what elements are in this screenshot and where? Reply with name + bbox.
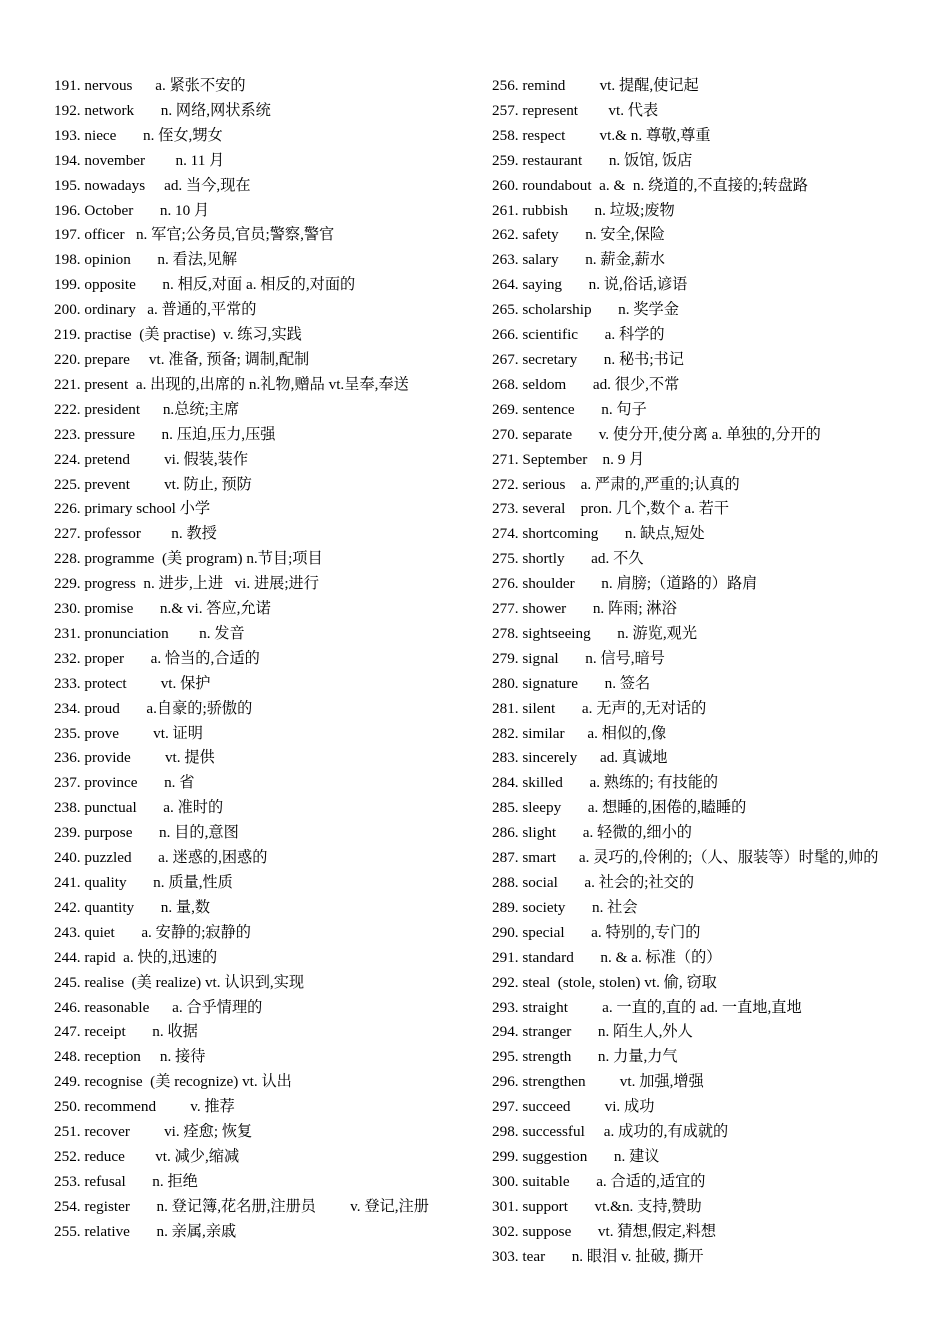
vocabulary-entry: 199. opposite n. 相反,对面 a. 相反的,对面的	[54, 276, 356, 294]
vocabulary-entry: 231. pronunciation n. 发音	[54, 624, 245, 642]
vocabulary-entry: 284. skilled a. 熟练的; 有技能的	[492, 774, 719, 792]
vocabulary-column-left	[54, 74, 449, 1245]
vocabulary-entry: 273. several pron. 几个,数个 a. 若干	[492, 500, 730, 518]
vocabulary-entry: 250. recommend v. 推荐	[54, 1098, 235, 1116]
vocabulary-entry: 302. suppose vt. 猜想,假定,料想	[492, 1222, 717, 1240]
vocabulary-entry: 279. signal n. 信号,暗号	[492, 649, 665, 667]
vocabulary-entry: 303. tear n. 眼泪 v. 扯破, 撕开	[492, 1247, 704, 1265]
vocabulary-entry: 299. suggestion n. 建议	[492, 1147, 660, 1165]
vocabulary-entry: 200. ordinary a. 普通的,平常的	[54, 301, 257, 319]
vocabulary-entry: 269. sentence n. 句子	[492, 400, 647, 418]
vocabulary-entry: 196. October n. 10 月	[54, 201, 210, 219]
vocabulary-entry: 295. strength n. 力量,力气	[492, 1048, 678, 1066]
vocabulary-entry: 227. professor n. 教授	[54, 525, 217, 543]
vocabulary-entry: 292. steal (stole, stolen) vt. 偷, 窃取	[492, 973, 717, 991]
vocabulary-entry: 282. similar a. 相似的,像	[492, 724, 667, 742]
vocabulary-entry: 271. September n. 9 月	[492, 450, 645, 468]
vocabulary-entry: 288. social a. 社会的;社交的	[492, 874, 695, 891]
vocabulary-entry: 221. present a. 出现的,出席的 n.礼物,赠品 vt.呈奉,奉送	[54, 375, 409, 393]
vocabulary-entry: 226. primary school 小学	[54, 500, 211, 518]
vocabulary-entry: 261. rubbish n. 垃圾;废物	[492, 201, 675, 219]
vocabulary-entry: 224. pretend vi. 假装,装作	[54, 450, 249, 468]
vocabulary-entry: 245. realise (美 realize) vt. 认识到,实现	[54, 973, 305, 991]
vocabulary-entry: 191. nervous a. 紧张不安的	[54, 77, 246, 94]
vocabulary-entry: 260. roundabout a. & n. 绕道的,不直接的;转盘路	[492, 176, 808, 194]
vocabulary-entry: 254. register n. 登记簿,花名册,注册员 v. 登记,注册	[54, 1197, 429, 1215]
vocabulary-entry: 235. prove vt. 证明	[54, 724, 203, 742]
vocabulary-entry: 253. refusal n. 拒绝	[54, 1172, 198, 1190]
vocabulary-entry: 280. signature n. 签名	[492, 674, 651, 692]
vocabulary-entry: 233. protect vt. 保护	[54, 674, 211, 692]
vocabulary-entry: 195. nowadays ad. 当今,现在	[54, 176, 251, 194]
vocabulary-entry: 248. reception n. 接待	[54, 1048, 206, 1066]
vocabulary-entry: 239. purpose n. 目的,意图	[54, 824, 239, 842]
vocabulary-entry: 252. reduce vt. 减少,缩减	[54, 1147, 240, 1165]
vocabulary-entry: 249. recognise (美 recognize) vt. 认出	[54, 1073, 292, 1091]
vocabulary-entry: 247. receipt n. 收据	[54, 1023, 198, 1041]
vocabulary-entry: 266. scientific a. 科学的	[492, 326, 665, 344]
vocabulary-entry: 197. officer n. 军官;公务员,官员;警察,警官	[54, 226, 335, 244]
vocabulary-entry: 193. niece n. 侄女,甥女	[54, 126, 223, 144]
vocabulary-entry: 264. saying n. 说,俗话,谚语	[492, 276, 688, 294]
vocabulary-entry: 301. support vt.&n. 支持,赞助	[492, 1197, 702, 1215]
vocabulary-entry: 274. shortcoming n. 缺点,短处	[492, 525, 705, 543]
vocabulary-entry: 228. programme (美 program) n.节目;项目	[54, 550, 323, 568]
vocabulary-entry: 296. strengthen vt. 加强,增强	[492, 1073, 704, 1091]
vocabulary-entry: 285. sleepy a. 想睡的,困倦的,瞌睡的	[492, 799, 747, 817]
vocabulary-entry: 287. smart a. 灵巧的,伶俐的;（人、服装等）时髦的,帅的	[492, 849, 879, 867]
vocabulary-entry: 236. provide vt. 提供	[54, 749, 215, 767]
vocabulary-entry: 300. suitable a. 合适的,适宜的	[492, 1172, 706, 1190]
vocabulary-entry: 230. promise n.& vi. 答应,允诺	[54, 600, 271, 618]
vocabulary-entry: 283. sincerely ad. 真诚地	[492, 749, 668, 767]
vocabulary-entry: 241. quality n. 质量,性质	[54, 874, 233, 891]
vocabulary-entry: 290. special a. 特别的,专门的	[492, 923, 701, 941]
vocabulary-entry: 223. pressure n. 压迫,压力,压强	[54, 425, 276, 443]
vocabulary-entry: 198. opinion n. 看法,见解	[54, 251, 238, 269]
vocabulary-entry: 243. quiet a. 安静的;寂静的	[54, 923, 251, 941]
vocabulary-entry: 225. prevent vt. 防止, 预防	[54, 475, 252, 493]
vocabulary-entry: 194. november n. 11 月	[54, 151, 225, 169]
vocabulary-entry: 232. proper a. 恰当的,合适的	[54, 649, 260, 667]
vocabulary-entry: 251. recover vi. 痊愈; 恢复	[54, 1123, 253, 1141]
vocabulary-entry: 286. slight a. 轻微的,细小的	[492, 824, 692, 842]
vocabulary-entry: 267. secretary n. 秘书;书记	[492, 350, 684, 368]
vocabulary-entry: 275. shortly ad. 不久	[492, 550, 644, 568]
vocabulary-entry: 229. progress n. 进步,上进 vi. 进展;进行	[54, 575, 319, 593]
vocabulary-entry: 259. restaurant n. 饭馆, 饭店	[492, 151, 693, 169]
vocabulary-entry: 238. punctual a. 准时的	[54, 799, 224, 817]
vocabulary-entry: 276. shoulder n. 肩膀;（道路的）路肩	[492, 575, 758, 593]
vocabulary-entry: 293. straight a. 一直的,直的 ad. 一直地,直地	[492, 998, 802, 1016]
vocabulary-entry: 240. puzzled a. 迷惑的,困惑的	[54, 849, 268, 867]
vocabulary-entry: 237. province n. 省	[54, 774, 195, 792]
vocabulary-entry: 265. scholarship n. 奖学金	[492, 301, 679, 319]
vocabulary-entry: 220. prepare vt. 准备, 预备; 调制,配制	[54, 350, 310, 368]
vocabulary-entry: 257. represent vt. 代表	[492, 101, 659, 119]
vocabulary-entry: 297. succeed vi. 成功	[492, 1098, 655, 1116]
vocabulary-entry: 289. society n. 社会	[492, 898, 638, 916]
vocabulary-entry: 219. practise (美 practise) v. 练习,实践	[54, 326, 302, 344]
vocabulary-entry: 222. president n.总统;主席	[54, 400, 240, 418]
vocabulary-entry: 258. respect vt.& n. 尊敬,尊重	[492, 126, 711, 144]
vocabulary-entry: 278. sightseeing n. 游览,观光	[492, 624, 698, 642]
vocabulary-entry: 298. successful a. 成功的,有成就的	[492, 1123, 729, 1141]
vocabulary-entry: 277. shower n. 阵雨; 淋浴	[492, 600, 677, 618]
vocabulary-entry: 255. relative n. 亲属,亲戚	[54, 1222, 237, 1240]
vocabulary-entry: 244. rapid a. 快的,迅速的	[54, 948, 218, 966]
vocabulary-entry: 192. network n. 网络,网状系统	[54, 101, 271, 119]
vocabulary-entry: 263. salary n. 薪金,薪水	[492, 251, 665, 269]
vocabulary-entry: 262. safety n. 安全,保险	[492, 226, 665, 244]
vocabulary-entry: 294. stranger n. 陌生人,外人	[492, 1023, 693, 1041]
vocabulary-entry: 270. separate v. 使分开,使分离 a. 单独的,分开的	[492, 425, 821, 443]
vocabulary-entry: 281. silent a. 无声的,无对话的	[492, 699, 707, 717]
vocabulary-entry: 256. remind vt. 提醒,使记起	[492, 77, 699, 94]
vocabulary-entry: 291. standard n. & a. 标准（的）	[492, 948, 722, 966]
vocabulary-entry: 234. proud a.自豪的;骄傲的	[54, 699, 253, 717]
vocabulary-entry: 272. serious a. 严肃的,严重的;认真的	[492, 475, 740, 493]
vocabulary-entry: 242. quantity n. 量,数	[54, 898, 211, 916]
vocabulary-column-right	[492, 74, 912, 1270]
vocabulary-entry: 268. seldom ad. 很少,不常	[492, 375, 680, 393]
vocabulary-entry: 246. reasonable a. 合乎情理的	[54, 998, 263, 1016]
